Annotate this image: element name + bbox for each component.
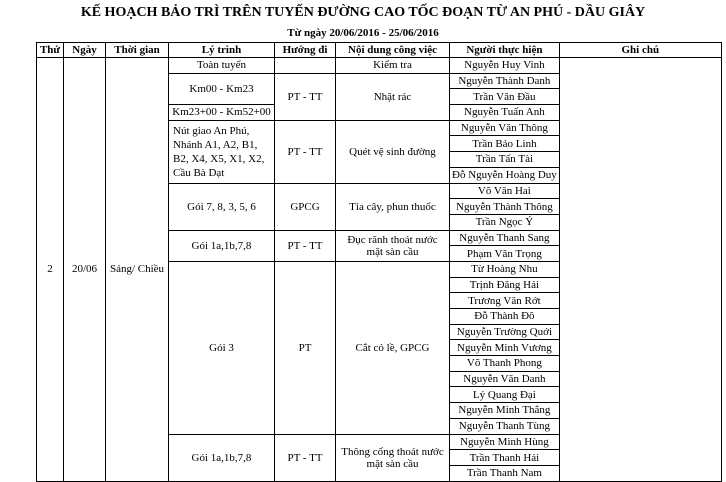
cell-nguoi: Nguyễn Thanh Sang (450, 230, 560, 246)
cell-nguoi: Trần Thanh Hải (450, 450, 560, 466)
cell-nguoi: Nguyễn Tuấn Anh (450, 105, 560, 121)
cell-noidung: Tỉa cây, phun thuốc (336, 183, 450, 230)
cell-huongdi (275, 58, 336, 74)
cell-noidung: Nhặt rác (336, 73, 450, 120)
cell-nguoi: Nguyễn Minh Vương (450, 340, 560, 356)
cell-nguoi: Đỗ Thành Đô (450, 309, 560, 325)
table-row (37, 58, 722, 74)
cell-lytrinh: Gói 1a,1b,7,8 (169, 230, 275, 261)
cell-nguoi: Nguyễn Thành Thông (450, 199, 560, 215)
cell-nguoi: Trịnh Đăng Hải (450, 277, 560, 293)
cell-nguoi: Nguyễn Huy Vinh (450, 58, 560, 74)
cell-nguoi: Lý Quang Đại (450, 387, 560, 403)
cell-nguoi: Võ Thanh Phong (450, 356, 560, 372)
cell-huongdi: PT - TT (275, 73, 336, 120)
col-header-noidung: Nội dung công việc (336, 43, 450, 58)
cell-nguoi: Từ Hoàng Nhu (450, 261, 560, 277)
cell-huongdi: GPCG (275, 183, 336, 230)
cell-lytrinh: Toàn tuyến (169, 58, 275, 74)
col-header-ngay: Ngày (64, 43, 106, 58)
cell-huongdi: PT (275, 261, 336, 434)
cell-nguoi: Trần Văn Đầu (450, 89, 560, 105)
cell-lytrinh: Gói 1a,1b,7,8 (169, 434, 275, 481)
cell-ghichu (559, 58, 721, 482)
cell-nguoi: Nguyễn Văn Danh (450, 371, 560, 387)
cell-lytrinh: Km00 - Km23 (169, 73, 275, 104)
cell-nguoi: Đỗ Nguyễn Hoàng Duy (450, 167, 560, 183)
cell-nguoi: Trần Tấn Tài (450, 152, 560, 168)
cell-nguoi: Trần Ngọc Ý (450, 214, 560, 230)
schedule-table (36, 42, 722, 482)
cell-nguoi: Nguyễn Văn Thông (450, 120, 560, 136)
cell-huongdi: PT - TT (275, 230, 336, 261)
cell-huongdi: PT - TT (275, 120, 336, 183)
cell-noidung: Quét vệ sinh đường (336, 120, 450, 183)
cell-nguoi: Nguyễn Thanh Tùng (450, 418, 560, 434)
cell-nguoi: Trương Văn Rớt (450, 293, 560, 309)
col-header-thu: Thứ (37, 43, 64, 58)
col-header-lytrinh: Lý trình (169, 43, 275, 58)
cell-thoigian: Sáng/ Chiều (106, 58, 169, 482)
cell-nguoi: Phạm Văn Trọng (450, 246, 560, 262)
cell-nguoi: Trần Bảo Linh (450, 136, 560, 152)
cell-nguoi: Nguyễn Thành Danh (450, 73, 560, 89)
cell-nguoi: Nguyễn Minh Thắng (450, 403, 560, 419)
cell-huongdi: PT - TT (275, 434, 336, 481)
cell-nguoi: Trần Thanh Nam (450, 465, 560, 481)
cell-nguoi: Nguyễn Trường Quới (450, 324, 560, 340)
cell-noidung: Thông cống thoát nước mặt sàn cầu (336, 434, 450, 481)
date-range: Từ ngày 20/06/2016 - 25/06/2016 (287, 27, 439, 39)
cell-lytrinh: Gói 3 (169, 261, 275, 434)
cell-noidung: Cắt cỏ lề, GPCG (336, 261, 450, 434)
cell-noidung: Đục rãnh thoát nước mặt sàn cầu (336, 230, 450, 261)
cell-nguoi: Nguyễn Minh Hùng (450, 434, 560, 450)
header-row (37, 43, 722, 58)
cell-ngay: 20/06 (64, 58, 106, 482)
col-header-thoigian: Thời gian (106, 43, 169, 58)
col-header-nguoi: Người thực hiện (450, 43, 560, 58)
page-title: KẾ HOẠCH BẢO TRÌ TRÊN TUYẾN ĐƯỜNG CAO TỐC ĐOẠN TỪ AN PHÚ - DẦU GIÂY (80, 5, 646, 20)
cell-noidung: Kiểm tra (336, 58, 450, 74)
cell-lytrinh: Gói 7, 8, 3, 5, 6 (169, 183, 275, 230)
col-header-huongdi: Hướng đi (275, 43, 336, 58)
cell-lytrinh: Km23+00 - Km52+00 (169, 105, 275, 121)
cell-lytrinh: Nút giao An Phú, Nhánh A1, A2, B1, B2, X4, X5, X1, X2, Cầu Bà Dạt (169, 120, 275, 183)
col-header-ghichu: Ghi chú (559, 43, 721, 58)
cell-nguoi: Võ Văn Hai (450, 183, 560, 199)
cell-thu: 2 (37, 58, 64, 482)
